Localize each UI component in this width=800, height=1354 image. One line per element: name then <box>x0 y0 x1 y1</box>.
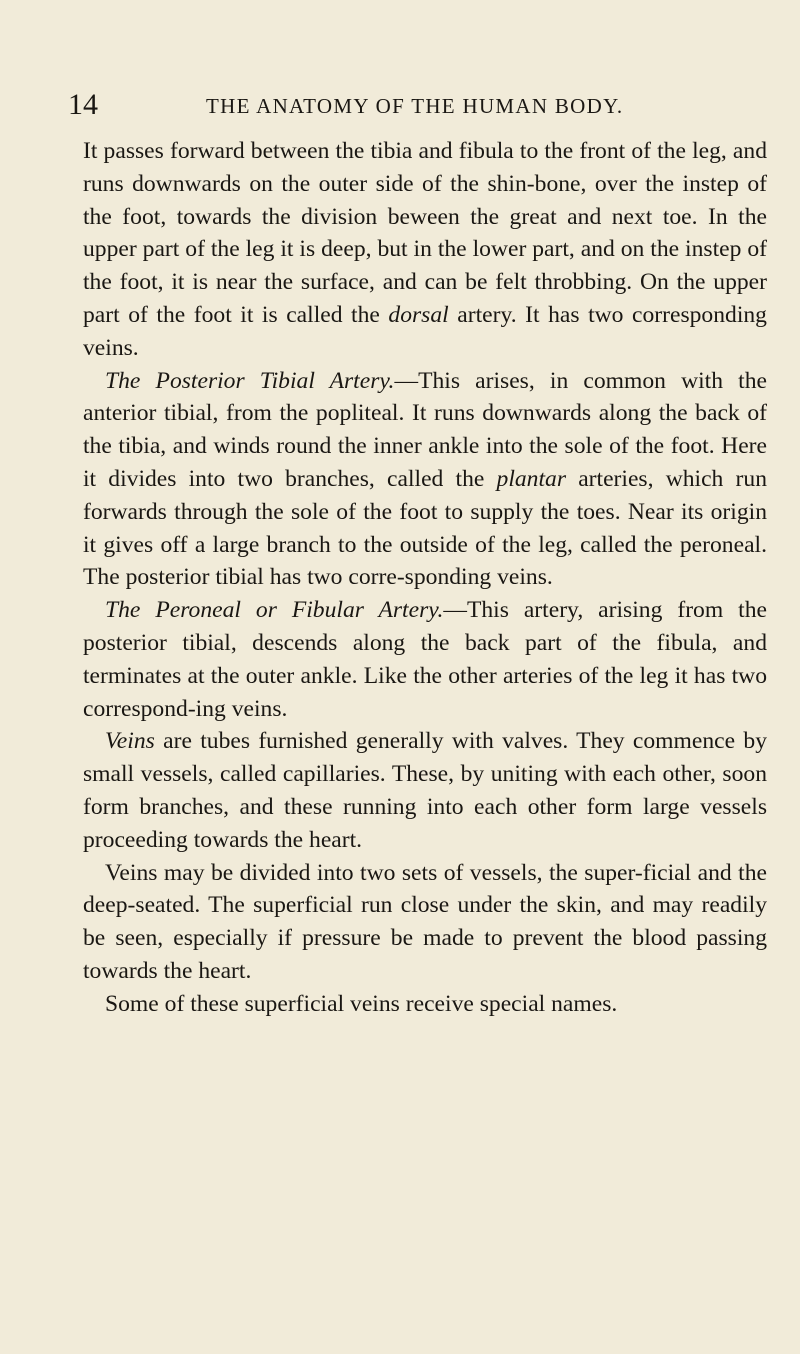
paragraph-text: artery. It has two corresponding veins. <box>83 301 767 361</box>
section-heading: The Peroneal or Fibular Artery. <box>105 597 444 624</box>
paragraph-text: —This arises, in common with the anterior tibial, from the popliteal. It runs downwards along the back of the tibia, and winds round the inner ankle into the sole of the foot. Here it divides into two branches, called the <box>83 367 767 492</box>
paragraph-text: are tubes furnished generally with valves. They commence by small vessels, called capillaries. These, by uniting with each other, soon form branches, and these running into each other form large vessels proceeding towards the heart. <box>83 728 767 853</box>
paragraph-veins <box>83 725 767 856</box>
paragraph-vein-sets <box>83 857 767 988</box>
section-heading: The Posterior Tibial Artery. <box>105 367 395 394</box>
section-heading: Veins <box>105 728 155 755</box>
paragraph-superficial-veins <box>83 988 767 1021</box>
paragraph-text: —This artery, arising from the posterior tibial, descends along the back part of the fibula, and terminates at the outer ankle. Like the other arteries of the leg it has two correspond-ing veins. <box>83 597 767 722</box>
paragraph-peroneal <box>83 594 767 725</box>
body-text <box>83 135 767 1021</box>
paragraph-text: It passes forward between the tibia and fibula to the front of the leg, and runs downwards on the outer side of the shin-bone, over the instep of the foot, towards the division beween the great and next toe. In the upper part of the leg it is deep, but in the lower part, and on the instep of the foot, it is near the surface, and can be felt throbbing. On the upper part of the foot it is called the <box>83 138 767 328</box>
term-plantar: plantar <box>496 465 567 492</box>
paragraph-anterior-tibial-continued <box>83 135 767 365</box>
paragraph-text: Veins may be divided into two sets of vessels, the super-ficial and the deep-seated. The superficial run close under the skin, and may readily be seen, especially if pressure be made to prevent the blood passing towards the heart. <box>83 859 767 984</box>
running-title: THE ANATOMY OF THE HUMAN BODY. <box>206 94 624 118</box>
running-header <box>68 88 758 124</box>
term-dorsal: dorsal <box>388 301 449 328</box>
paragraph-text: arteries, which run forwards through the sole of the foot to supply the toes. Near its origin it gives off a large branch to the outside of the leg, called the peroneal. The posterior tibial has two corre-sponding veins. <box>83 465 767 591</box>
page-number: 14 <box>68 88 98 121</box>
paragraph-posterior-tibial <box>83 365 767 595</box>
paragraph-text: Some of these superficial veins receive special names. <box>105 990 618 1017</box>
